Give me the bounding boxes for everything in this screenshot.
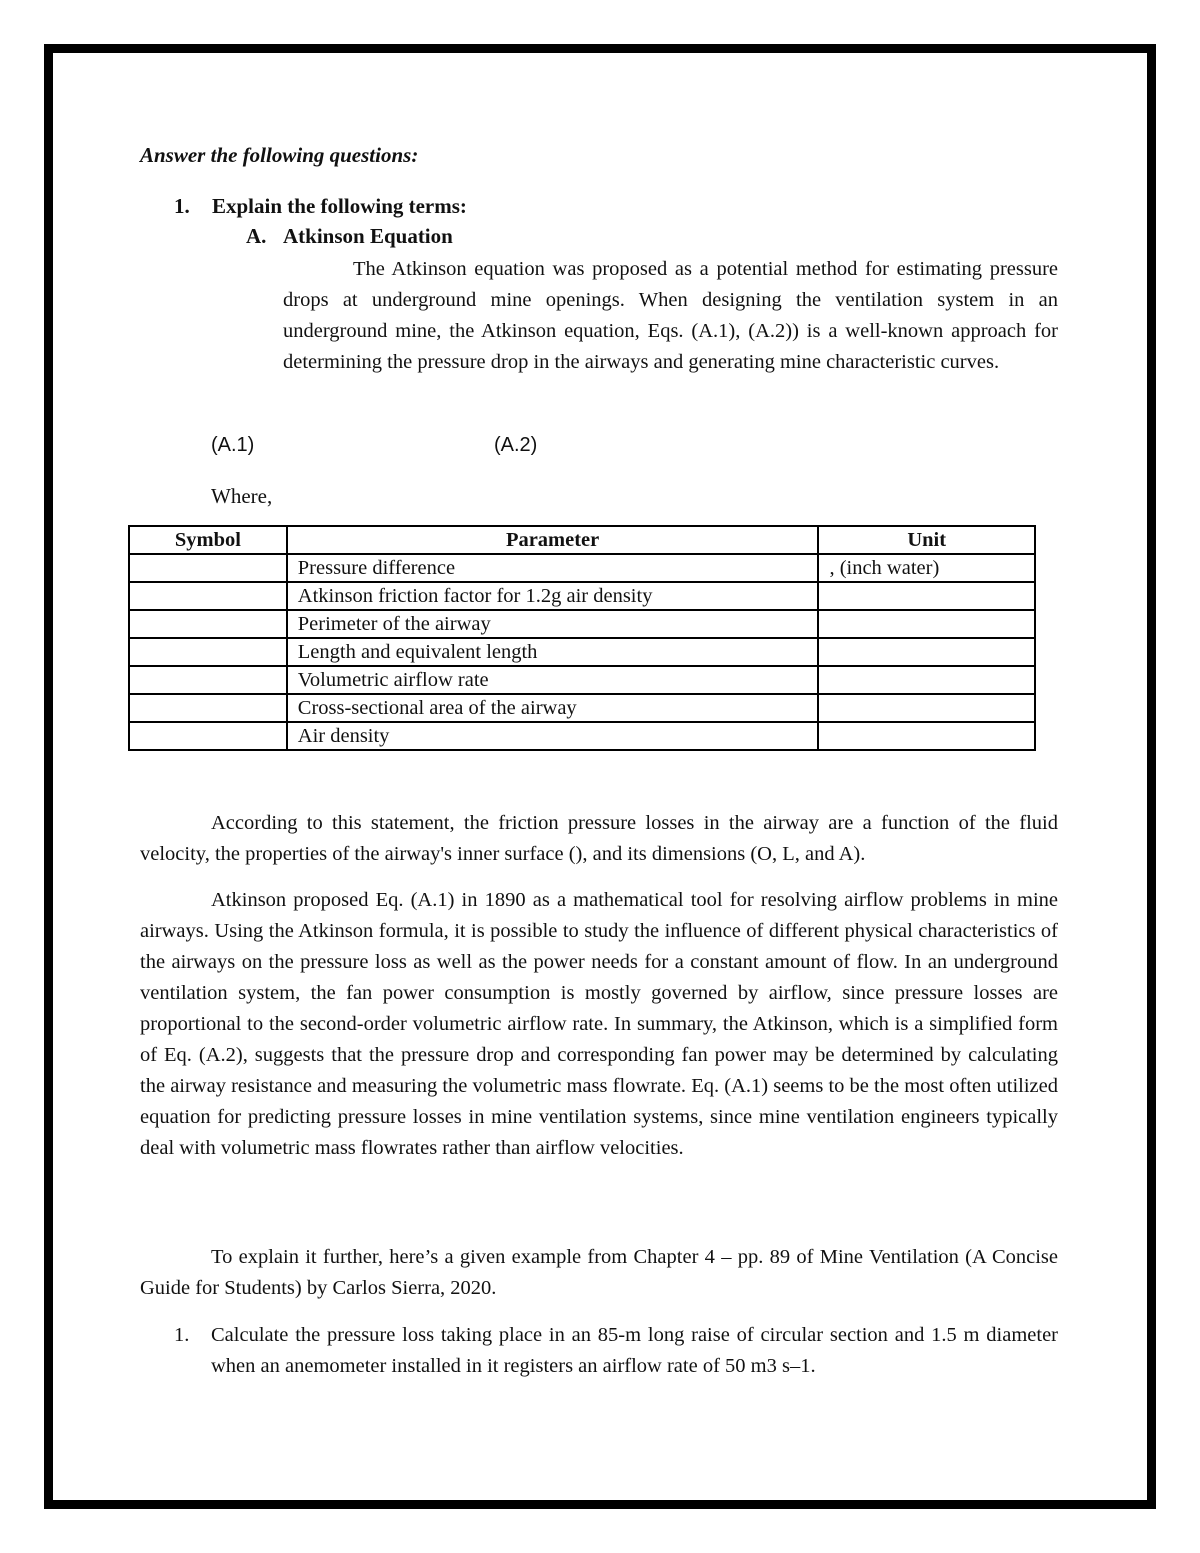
- parameter-cell: Cross-sectional area of the airway: [287, 694, 819, 722]
- friction-losses-paragraph: According to this statement, the friction pressure losses in the airway are a function of the fluid velocity, the properties of the airway's inner surface (), and its dimensions (O, L, and A).: [140, 812, 1058, 865]
- symbol-cell: [129, 582, 287, 610]
- unit-cell: , (inch water): [818, 554, 1035, 582]
- example-problem-text: Calculate the pressure loss taking place in an 85-m long raise of circular section and 1.5 m diameter when an anemometer installed in it registers an airflow rate of 50 m3 s–1.: [211, 1324, 1058, 1377]
- table-row: [129, 610, 1035, 638]
- subsection-letter: A.: [246, 224, 267, 248]
- header-symbol: Symbol: [129, 526, 287, 554]
- where-label: Where,: [211, 484, 273, 508]
- example-number: 1.: [174, 1324, 190, 1346]
- table-row: [129, 554, 1035, 582]
- table-row: [129, 666, 1035, 694]
- symbol-cell: [129, 694, 287, 722]
- table-row: [129, 582, 1035, 610]
- table-row: [129, 638, 1035, 666]
- unit-cell: [818, 722, 1035, 750]
- question-number: 1.: [174, 194, 190, 218]
- table-row: [129, 694, 1035, 722]
- atkinson-history-paragraph: Atkinson proposed Eq. (A.1) in 1890 as a mathematical tool for resolving airflow problems in mine airways. Using the Atkinson formula, it is possible to study the influence of different physical characteristics of the airways on the pressure loss as well as the power needs for a constant amount of flow. In an underground ventilation system, the fan power consumption is mostly governed by airflow, since pressure losses are proportional to the second-order volumetric airflow rate. In summary, the Atkinson, which is a simplified form of Eq. (A.2), suggests that the pressure drop and corresponding fan power may be determined by calculating the airway resistance and measuring the volumetric mass flowrate. Eq. (A.1) seems to be the most often utilized equation for predicting pressure losses in mine ventilation systems, since mine ventilation engineers typically deal with volumetric mass flowrates rather than airflow velocities.: [140, 889, 1058, 1159]
- instructions-heading: Answer the following questions:: [140, 143, 419, 167]
- intro-paragraph: The Atkinson equation was proposed as a potential method for estimating pressure drops at underground mine openings. When designing the ventilation system in an underground mine, the Atkinson equation, Eqs. (A.1), (A.2)) is a well-known approach for determining the pressure drop in the airways and generating mine characteristic curves.: [283, 258, 1058, 373]
- equation-label-a2: (A.2): [494, 434, 538, 456]
- header-parameter: Parameter: [287, 526, 819, 554]
- symbol-cell: [129, 554, 287, 582]
- unit-cell: [818, 582, 1035, 610]
- parameter-cell: Pressure difference: [287, 554, 819, 582]
- parameter-cell: Perimeter of the airway: [287, 610, 819, 638]
- symbol-cell: [129, 722, 287, 750]
- parameter-table: [128, 525, 1036, 751]
- table-header-row: [129, 526, 1035, 554]
- unit-cell: [818, 694, 1035, 722]
- header-unit: Unit: [818, 526, 1035, 554]
- example-intro-paragraph: To explain it further, here’s a given example from Chapter 4 – pp. 89 of Mine Ventilation (A Concise Guide for Students) by Carlos Sierra, 2020.: [140, 1246, 1058, 1299]
- symbol-cell: [129, 610, 287, 638]
- unit-cell: [818, 610, 1035, 638]
- table-row: [129, 722, 1035, 750]
- symbol-cell: [129, 638, 287, 666]
- unit-cell: [818, 666, 1035, 694]
- unit-cell: [818, 638, 1035, 666]
- question-label: Explain the following terms:: [212, 194, 467, 218]
- parameter-cell: Atkinson friction factor for 1.2g air density: [287, 582, 819, 610]
- parameter-cell: Volumetric airflow rate: [287, 666, 819, 694]
- symbol-cell: [129, 666, 287, 694]
- equation-label-a1: (A.1): [211, 434, 255, 456]
- subsection-title: Atkinson Equation: [283, 224, 453, 248]
- parameter-cell: Length and equivalent length: [287, 638, 819, 666]
- parameter-cell: Air density: [287, 722, 819, 750]
